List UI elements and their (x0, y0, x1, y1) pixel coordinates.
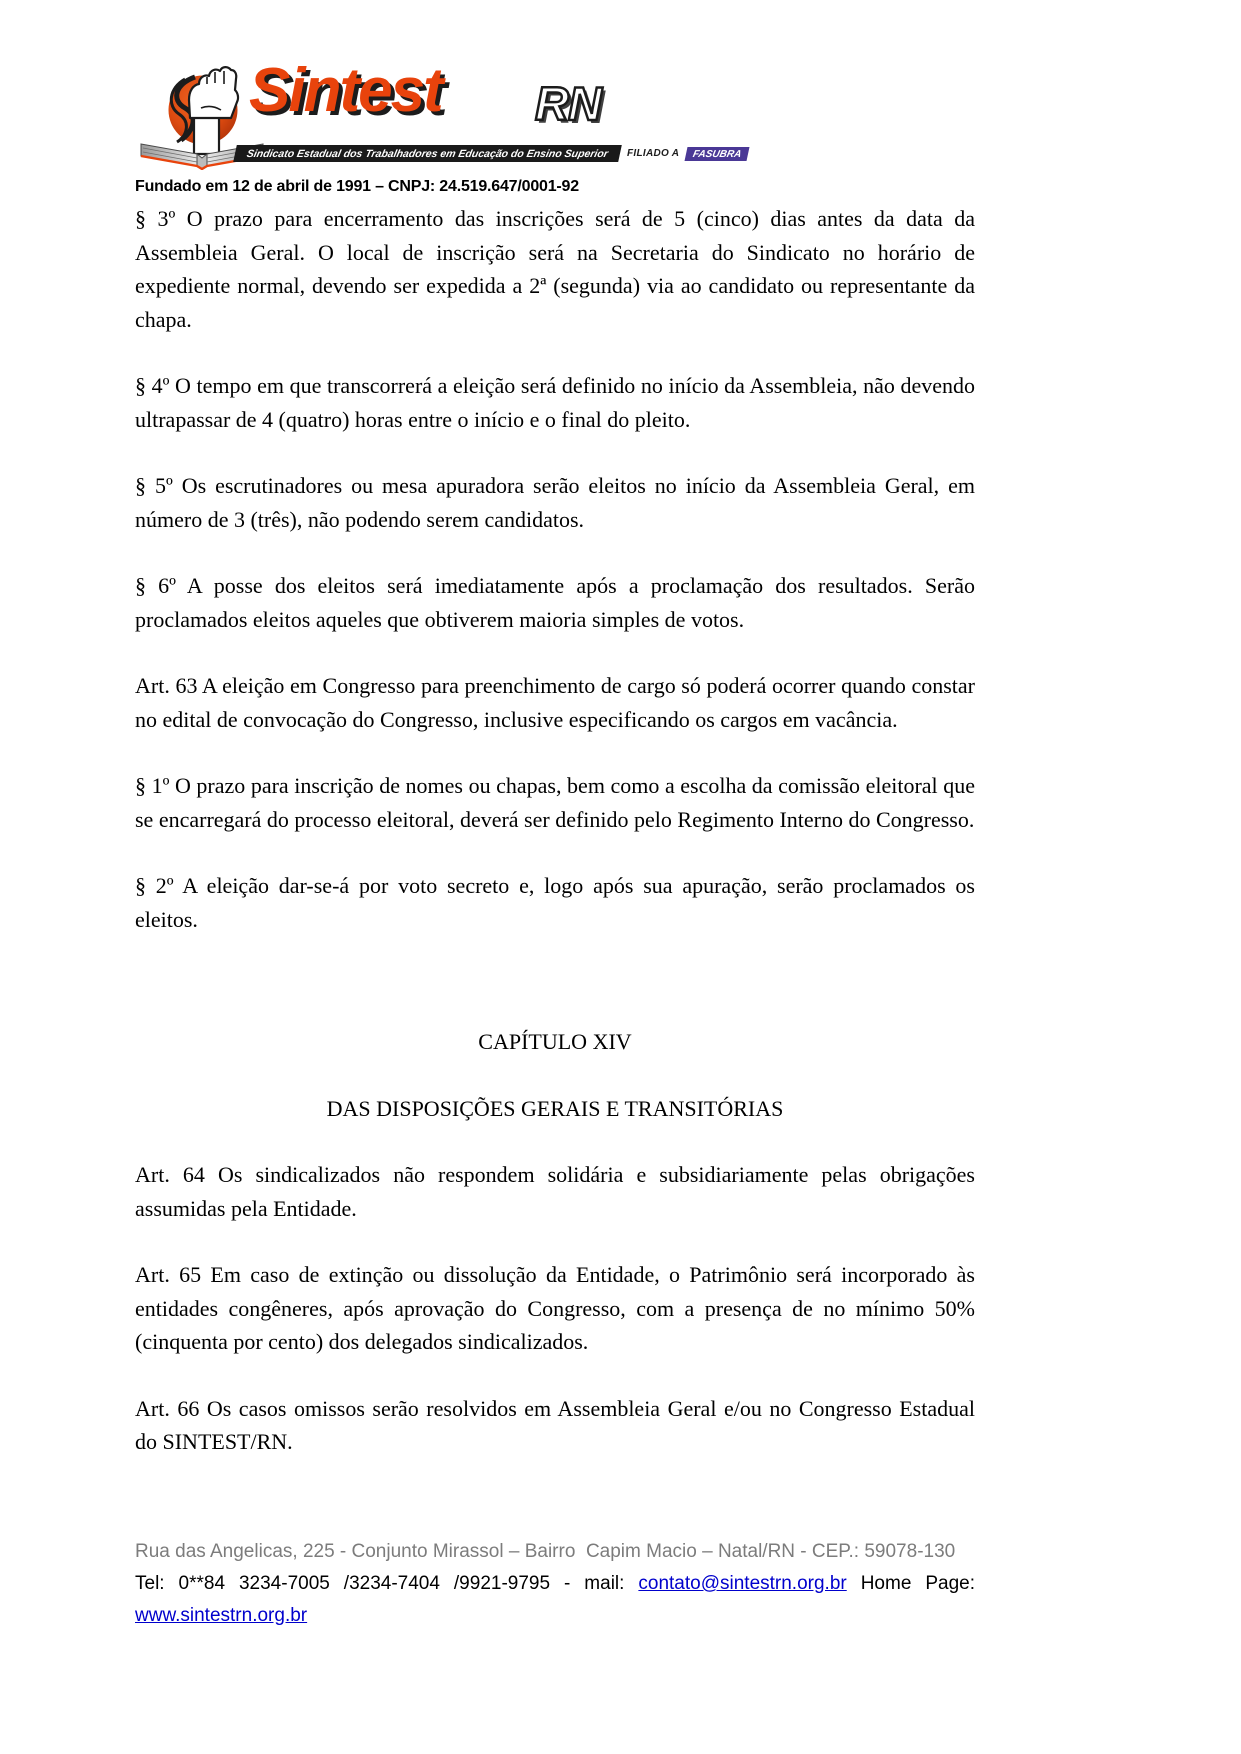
logo-tagline: Sindicato Estadual dos Trabalhadores em Educação do Ensino Superior (233, 145, 622, 162)
body-paragraph: Art. 63 A eleição em Congresso para preenchimento de cargo só poderá ocorrer quando constar no edital de convocação do Congresso, inclusive especificando os cargos em vacância. (135, 673, 975, 732)
logo-tagline-row (235, 145, 749, 162)
founded-cnpj-line: Fundado em 12 de abril de 1991 – CNPJ: 24.519.647/0001-92 (135, 178, 579, 195)
brand-wordmark: Sintest (249, 56, 442, 125)
footer-address: Rua das Angelicas, 225 - Conjunto Mirassol – Bairro Capim Macio – Natal/RN - CEP.: 59078-130 (135, 1541, 956, 1562)
affiliation-label: FILIADO A (626, 148, 680, 159)
body-paragraph: Art. 65 Em caso de extinção ou dissolução da Entidade, o Patrimônio será incorporado às entidades congêneres, após aprovação do Congresso, com a presença de no mínimo 50% (cinquenta por cento) dos delegados sindicalizados. (135, 1262, 975, 1354)
body-paragraph: § 6º A posse dos eleitos será imediatamente após a proclamação dos resultados. Serão proclamados eleitos aqueles que obtiverem maioria simples de votos. (135, 573, 975, 632)
body-paragraph: Art. 66 Os casos omissos serão resolvidos em Assembleia Geral e/ou no Congresso Estadual do SINTEST/RN. (135, 1395, 975, 1454)
website-link[interactable]: www.sintestrn.org.br (135, 1605, 308, 1626)
fasubra-badge: FASUBRA (685, 147, 750, 161)
footer-homepage-label: Home Page: (860, 1573, 975, 1594)
chapter-heading: CAPÍTULO XIV (478, 1029, 632, 1054)
footer (135, 1536, 975, 1632)
body-paragraph: § 4º O tempo em que transcorrerá a eleição será definido no início da Assembleia, não devendo ultrapassar de 4 (quatro) horas entre o início e o final do pleito. (135, 373, 975, 432)
email-link[interactable]: contato@sintestrn.org.br (638, 1573, 847, 1594)
brand-rn-wordmark: RN (535, 77, 601, 130)
document-body (135, 202, 975, 1492)
body-paragraph: § 1º O prazo para inscrição de nomes ou chapas, bem como a escolha da comissão eleitoral que se encarregará do processo eleitoral, deverá ser definido pelo Regimento Interno do Congresso. (135, 773, 975, 832)
body-paragraph: § 3º O prazo para encerramento das inscrições será de 5 (cinco) dias antes da data da Assembleia Geral. O local de inscrição será na Secretaria do Sindicato no horário de expediente normal, devendo ser expedida a 2ª (segunda) via ao candidato ou representante da chapa. (135, 206, 975, 332)
body-paragraph: Art. 64 Os sindicalizados não respondem solidária e subsidiariamente pelas obrigações assumidas pela Entidade. (135, 1162, 975, 1221)
footer-contact-line (135, 1568, 975, 1600)
footer-tel-text: Tel: 0**84 3234-7005 /3234-7404 /9921-9795 - mail: (135, 1573, 625, 1594)
body-paragraph: § 2º A eleição dar-se-á por voto secreto e, logo após sua apuração, serão proclamados os eleitos. (135, 873, 975, 932)
sintest-logo (135, 58, 980, 168)
chapter-heading: DAS DISPOSIÇÕES GERAIS E TRANSITÓRIAS (326, 1095, 784, 1121)
header (135, 58, 980, 196)
body-paragraph: § 5º Os escrutinadores ou mesa apuradora serão eleitos no início da Assembleia Geral, em número de 3 (três), não podendo serem candidatos. (135, 473, 975, 532)
body-sections (135, 202, 975, 1459)
